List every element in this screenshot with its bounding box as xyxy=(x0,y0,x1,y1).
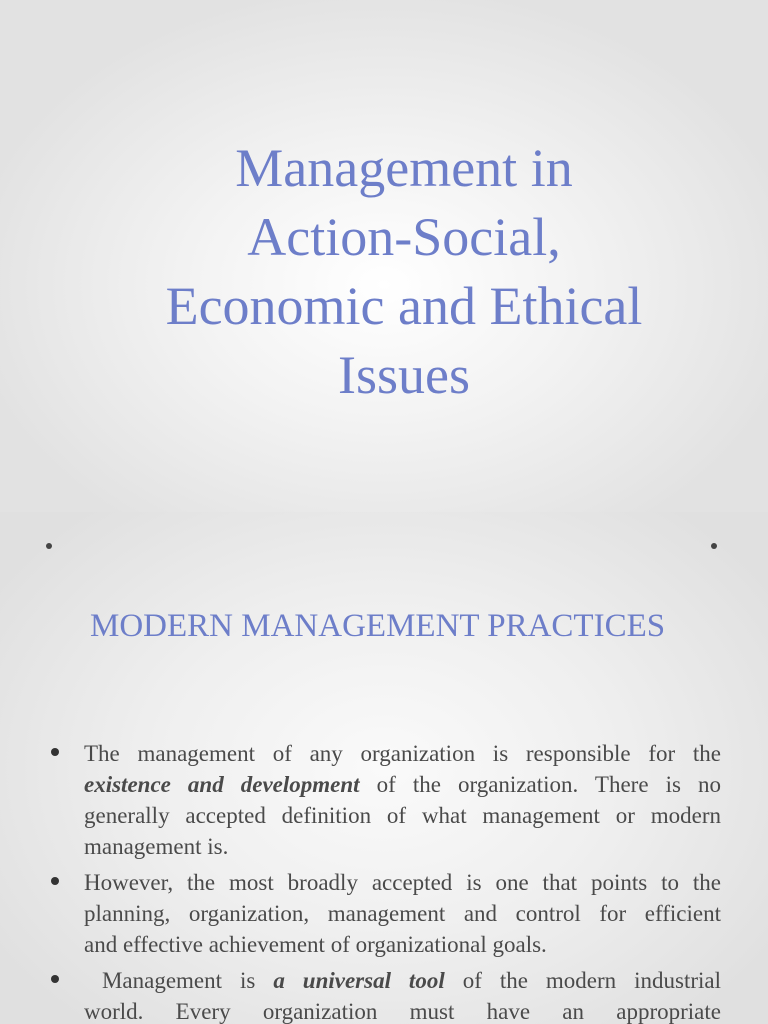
bullet-text-line: world. Every organization must have an appropriate xyxy=(84,999,721,1024)
section-heading: MODERN MANAGEMENT PRACTICES xyxy=(90,608,666,644)
slide-title-line: Action-Social, xyxy=(247,207,561,267)
bullet-text-line: management is. xyxy=(84,834,229,859)
bullet-text-line: However, the most broadly accepted is one that points to the xyxy=(84,870,721,895)
emphasis-text: a universal tool xyxy=(273,968,445,993)
list-item xyxy=(0,965,768,1024)
emphasis-text: existence and development xyxy=(84,772,360,797)
list-item xyxy=(0,867,768,960)
bullet-text-fragment: of the modern industrial xyxy=(444,968,721,993)
slide-title xyxy=(84,134,724,410)
slide-title-line: Issues xyxy=(338,345,470,405)
bullet-list xyxy=(0,738,768,1024)
empty-bullet-right xyxy=(711,543,717,549)
bullet-text-line: The management of any organization is responsible for the xyxy=(84,741,721,766)
empty-bullet-left xyxy=(46,543,52,549)
bullet-text-line: and effective achievement of organizational goals. xyxy=(84,932,547,957)
bullet-text-line: planning, organization, management and control for efficient xyxy=(84,901,721,926)
bullet-text-fragment: Management is xyxy=(84,968,274,993)
slide-title-line: Economic and Ethical xyxy=(165,276,643,336)
bullet-icon xyxy=(51,748,59,756)
bullet-text-line xyxy=(84,769,721,800)
bullet-icon xyxy=(51,877,59,885)
slide-title-line: Management in xyxy=(235,138,573,198)
bullet-text-fragment: of the organization. There is no xyxy=(359,772,721,797)
bullet-text-line: generally accepted definition of what management or modern xyxy=(84,803,721,828)
list-item xyxy=(0,738,768,862)
bullet-text-line xyxy=(84,965,721,996)
bullet-icon xyxy=(51,975,59,983)
content-slide xyxy=(0,512,768,1024)
